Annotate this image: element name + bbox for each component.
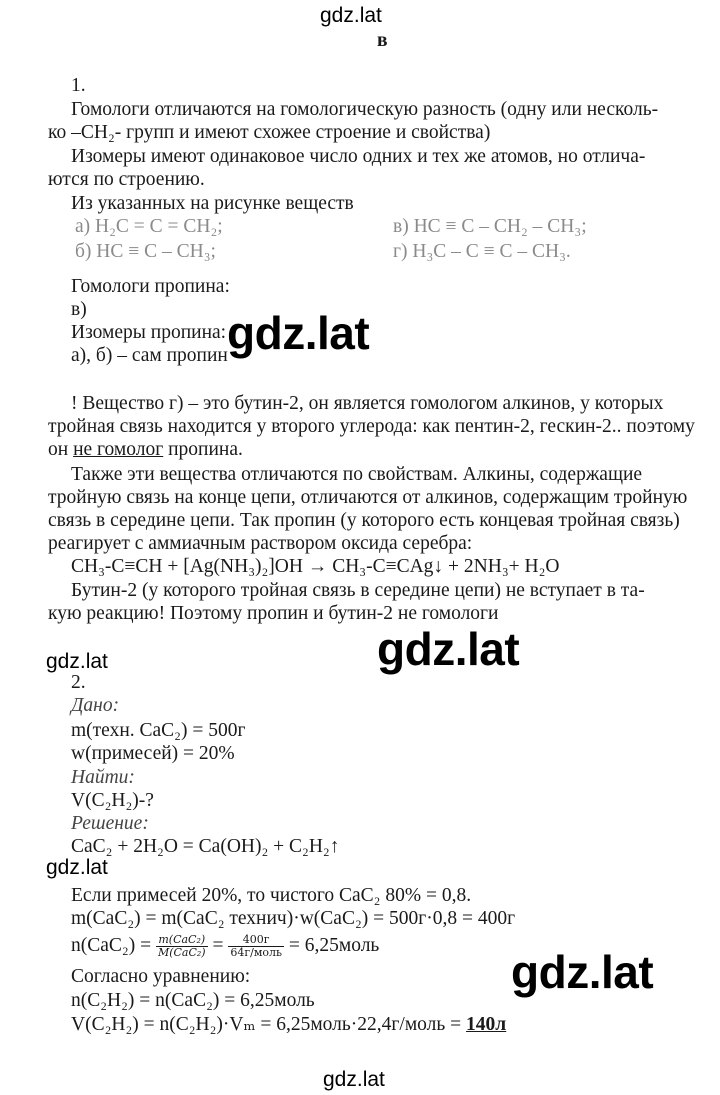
option-a: а) H₂C = C = CH₂; <box>75 216 223 237</box>
solution-step-5: n(C₂H₂) = n(CaC₂) = 6,25моль <box>71 990 315 1011</box>
reaction-cac2: CaC₂ + 2H₂O = Ca(OH)₂ + C₂H₂↑ <box>71 836 340 857</box>
note-line-2: тройная связь находится у второго углерода: как пентин-2, гескин-2.. поэтому <box>48 416 695 437</box>
solution-step-3 <box>71 932 379 960</box>
task1-homolog-def-1: Гомологи отличаются на гомологическую разность (одну или несколь- <box>71 99 659 120</box>
solution-step-6 <box>71 1014 506 1036</box>
watermark-top: gdz.lat <box>320 4 382 27</box>
watermark-big-3: gdz.lat <box>511 946 654 998</box>
numeric-fraction <box>228 934 284 959</box>
butyne-line-1: Бутин-2 (у которого тройная связь в середине цепи) не вступает в та- <box>71 580 645 601</box>
solution-step-4: Согласно уравнению: <box>71 966 251 987</box>
watermark-left-1: gdz.lat <box>46 650 108 673</box>
numeric-numerator: 400г <box>228 934 284 947</box>
equals-sign: = <box>207 935 229 956</box>
header-letter: в <box>377 30 388 51</box>
watermark-left-2: gdz.lat <box>46 856 108 879</box>
volume-calc: V(C₂H₂) = n(C₂H₂)·Vₘ = 6,25моль·22,4г/моль = <box>71 1014 467 1035</box>
numeric-denominator: 64г/моль <box>230 946 282 960</box>
solution-step-2: m(CaC₂) = m(CaC₂ технич)·w(CaC₂) = 500г·0,8 = 400г <box>71 908 516 929</box>
reaction-equation: CH₃-C≡CH + [Ag(NH₃)₂]OH → CH₃-C≡CAg↓ + 2NH₃+ H₂O <box>71 556 560 577</box>
option-v: в) HC ≡ C – CH₂ – CH₃; <box>393 216 587 237</box>
task1-number: 1. <box>71 75 86 96</box>
note-line-3-pre: он <box>48 439 74 460</box>
butyne-line-2: кую реакцию! Поэтому пропин и бутин-2 не гомологи <box>48 603 499 624</box>
task2-number: 2. <box>71 672 86 693</box>
note-line-1: ! Вещество г) – это бутин-2, он является гомологом алкинов, у которых <box>71 393 664 414</box>
given-label: Дано: <box>71 695 120 716</box>
properties-line-3: связь в середине цепи. Так пропин (у которого есть концевая тройная связь) <box>48 510 680 531</box>
note-line-3 <box>48 439 243 461</box>
moles-prefix: n(CaC₂) = <box>71 935 156 956</box>
isomers-label: Изомеры пропина: <box>71 322 227 343</box>
given-impurity: w(примесей) = 20% <box>71 743 235 764</box>
homologs-label: Гомологи пропина: <box>71 276 230 297</box>
molar-fraction <box>156 934 208 959</box>
task1-isomer-def-2: ются по строению. <box>48 169 205 190</box>
properties-line-1: Также эти вещества отличаются по свойствам. Алкины, содержащие <box>71 464 643 485</box>
solution-label: Решение: <box>71 813 149 834</box>
solution-step-1: Если примесей 20%, то чистого CaC₂ 80% = 0,8. <box>71 885 472 906</box>
find-label: Найти: <box>71 767 135 788</box>
task1-homolog-def-2: ко –CH₂- групп и имеют схожее строение и свойства) <box>48 122 491 143</box>
find-volume: V(C₂H₂)-? <box>71 790 154 811</box>
note-underlined: не гомолог <box>73 439 164 460</box>
final-answer: 140л <box>466 1014 507 1035</box>
task1-substances-intro: Из указанных на рисунке веществ <box>71 193 354 214</box>
given-mass: m(техн. CaC₂) = 500г <box>71 720 246 741</box>
homologs-value: в) <box>71 299 87 320</box>
note-line-3-post: пропина. <box>163 439 243 460</box>
moles-result: = 6,25моль <box>283 935 380 956</box>
watermark-mid-1: gdz.lat <box>227 307 370 359</box>
option-g: г) H₃C – C ≡ C – CH₃. <box>393 241 571 262</box>
fraction-numerator: m(CaC₂) <box>156 934 208 947</box>
properties-line-2: тройную связь на конце цепи, отличаются от алкинов, содержащим тройную <box>48 487 688 508</box>
properties-line-4: реагирует с аммиачным раствором оксида серебра: <box>48 533 473 554</box>
watermark-bottom: gdz.lat <box>323 1068 385 1091</box>
watermark-mid-2: gdz.lat <box>377 623 520 675</box>
fraction-denominator: M(CaC₂) <box>157 946 206 960</box>
task1-isomer-def-1: Изомеры имеют одинаковое число одних и тех же атомов, но отлича- <box>71 146 646 167</box>
option-b: б) HC ≡ C – CH₃; <box>75 241 216 262</box>
isomers-value: а), б) – сам пропин <box>71 345 228 366</box>
